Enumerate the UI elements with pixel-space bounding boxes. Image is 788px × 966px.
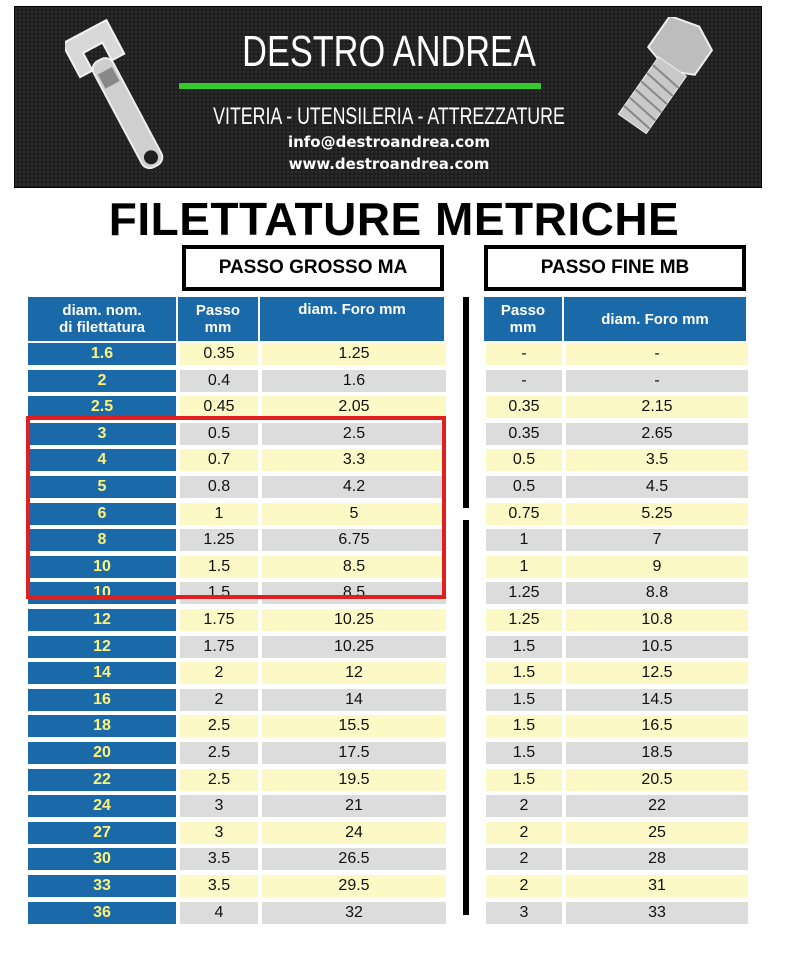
pitch-mb-cell: 1.5 [486, 689, 562, 711]
table-row [0, 767, 788, 794]
hole-ma-cell: 2.05 [262, 396, 446, 418]
pitch-mb-cell: 1.25 [486, 582, 562, 604]
hole-ma-cell: 3.3 [262, 449, 446, 471]
col-header-hole-ma: diam. Foro mm [260, 297, 446, 341]
pitch-ma-cell: 1.75 [180, 636, 258, 658]
hole-mb-cell: 16.5 [566, 715, 748, 737]
table-row [0, 660, 788, 687]
email-text: info@destroandrea.com [287, 133, 491, 151]
pitch-ma-cell: 0.7 [180, 449, 258, 471]
hole-ma-cell: 15.5 [262, 715, 446, 737]
table-row [0, 713, 788, 740]
pitch-mb-cell: 2 [486, 795, 562, 817]
hole-ma-cell: 17.5 [262, 742, 446, 764]
hole-mb-cell: 12.5 [566, 662, 748, 684]
hole-ma-cell: 8.5 [262, 556, 446, 578]
nominal-diameter-cell: 14 [28, 662, 176, 684]
hole-mb-cell: 31 [566, 875, 748, 897]
hole-ma-cell: 24 [262, 822, 446, 844]
pitch-ma-cell: 2 [180, 689, 258, 711]
col-header-pitch-mb: Passo mm [484, 297, 564, 341]
pitch-ma-cell: 4 [180, 902, 258, 924]
hole-ma-cell: 6.75 [262, 529, 446, 551]
hole-ma-cell: 29.5 [262, 875, 446, 897]
hole-ma-cell: 26.5 [262, 848, 446, 870]
pitch-mb-cell: 2 [486, 822, 562, 844]
nominal-diameter-cell: 8 [28, 529, 176, 551]
pitch-ma-cell: 2.5 [180, 769, 258, 791]
accent-line [179, 83, 541, 89]
pitch-ma-cell: 3 [180, 795, 258, 817]
hole-mb-cell: 10.8 [566, 609, 748, 631]
nominal-diameter-cell: 5 [28, 476, 176, 498]
nominal-diameter-cell: 4 [28, 449, 176, 471]
pitch-ma-cell: 1.5 [180, 556, 258, 578]
nominal-diameter-cell: 1.6 [28, 343, 176, 365]
pitch-mb-cell: 1.5 [486, 742, 562, 764]
pitch-mb-cell: 1.25 [486, 609, 562, 631]
pitch-mb-cell: 1 [486, 556, 562, 578]
table-row [0, 820, 788, 847]
pitch-ma-cell: 0.4 [180, 370, 258, 392]
hole-mb-cell: 8.8 [566, 582, 748, 604]
col-header-nominal: diam. nom. di filettatura [28, 297, 178, 341]
pitch-ma-cell: 0.8 [180, 476, 258, 498]
hole-ma-cell: 32 [262, 902, 446, 924]
pitch-mb-cell: - [486, 343, 562, 365]
nominal-diameter-cell: 12 [28, 636, 176, 658]
table-row [0, 368, 788, 395]
pitch-mb-cell: 0.5 [486, 476, 562, 498]
table-row [0, 900, 788, 927]
table-row [0, 793, 788, 820]
nominal-diameter-cell: 27 [28, 822, 176, 844]
table-row [0, 740, 788, 767]
tagline: VITERIA - UTENSILERIA - ATTREZZATURE [213, 103, 565, 130]
pitch-mb-cell: 0.5 [486, 449, 562, 471]
pitch-mb-cell: 1.5 [486, 662, 562, 684]
nominal-diameter-cell: 10 [28, 556, 176, 578]
hole-ma-cell: 10.25 [262, 636, 446, 658]
nominal-diameter-cell: 3 [28, 423, 176, 445]
hole-mb-cell: 22 [566, 795, 748, 817]
nominal-diameter-cell: 24 [28, 795, 176, 817]
nominal-diameter-cell: 30 [28, 848, 176, 870]
nominal-diameter-cell: 22 [28, 769, 176, 791]
pitch-mb-cell: 0.35 [486, 423, 562, 445]
pitch-mb-cell: 1.5 [486, 636, 562, 658]
hole-mb-cell: 4.5 [566, 476, 748, 498]
table-row [0, 846, 788, 873]
hole-mb-cell: - [566, 370, 748, 392]
pitch-mb-cell: 2 [486, 875, 562, 897]
website-text: www.destroandrea.com [288, 155, 490, 173]
hole-mb-cell: 10.5 [566, 636, 748, 658]
pitch-ma-cell: 2 [180, 662, 258, 684]
pitch-ma-cell: 2.5 [180, 742, 258, 764]
hole-ma-cell: 14 [262, 689, 446, 711]
hole-ma-cell: 10.25 [262, 609, 446, 631]
hole-mb-cell: 9 [566, 556, 748, 578]
hole-mb-cell: 20.5 [566, 769, 748, 791]
pitch-ma-cell: 1.25 [180, 529, 258, 551]
section-coarse-pitch: PASSO GROSSO MA [182, 245, 444, 291]
hole-ma-cell: 2.5 [262, 423, 446, 445]
pitch-mb-cell: 3 [486, 902, 562, 924]
pitch-mb-cell: - [486, 370, 562, 392]
table-row [0, 687, 788, 714]
hole-ma-cell: 4.2 [262, 476, 446, 498]
table-row [0, 341, 788, 368]
nominal-diameter-cell: 6 [28, 503, 176, 525]
hole-mb-cell: 7 [566, 529, 748, 551]
hole-ma-cell: 1.6 [262, 370, 446, 392]
nominal-diameter-cell: 36 [28, 902, 176, 924]
hole-mb-cell: 18.5 [566, 742, 748, 764]
hole-ma-cell: 5 [262, 503, 446, 525]
col-header-hole-mb: diam. Foro mm [564, 297, 748, 341]
pitch-mb-cell: 0.75 [486, 503, 562, 525]
nominal-diameter-cell: 16 [28, 689, 176, 711]
hole-ma-cell: 19.5 [262, 769, 446, 791]
nominal-diameter-cell: 2 [28, 370, 176, 392]
hole-mb-cell: 3.5 [566, 449, 748, 471]
table-row [0, 607, 788, 634]
pitch-ma-cell: 3.5 [180, 875, 258, 897]
hole-mb-cell: 28 [566, 848, 748, 870]
pitch-ma-cell: 0.5 [180, 423, 258, 445]
hole-mb-cell: - [566, 343, 748, 365]
nominal-diameter-cell: 10 [28, 582, 176, 604]
nominal-diameter-cell: 33 [28, 875, 176, 897]
hole-mb-cell: 2.65 [566, 423, 748, 445]
pitch-mb-cell: 1.5 [486, 715, 562, 737]
pitch-ma-cell: 3.5 [180, 848, 258, 870]
pitch-ma-cell: 1 [180, 503, 258, 525]
pitch-ma-cell: 0.45 [180, 396, 258, 418]
nominal-diameter-cell: 12 [28, 609, 176, 631]
pitch-ma-cell: 1.5 [180, 582, 258, 604]
brand-name: DESTRO ANDREA [242, 27, 536, 76]
table-row [0, 634, 788, 661]
pitch-mb-cell: 2 [486, 848, 562, 870]
pitch-mb-cell: 0.35 [486, 396, 562, 418]
pitch-ma-cell: 2.5 [180, 715, 258, 737]
nominal-diameter-cell: 2.5 [28, 396, 176, 418]
table-row [0, 873, 788, 900]
section-fine-pitch: PASSO FINE MB [484, 245, 746, 291]
page-title: FILETTATURE METRICHE [108, 193, 680, 245]
nominal-diameter-cell: 20 [28, 742, 176, 764]
pitch-mb-cell: 1.5 [486, 769, 562, 791]
nominal-diameter-cell: 18 [28, 715, 176, 737]
hole-mb-cell: 5.25 [566, 503, 748, 525]
header-banner [14, 6, 762, 188]
hole-mb-cell: 2.15 [566, 396, 748, 418]
hole-ma-cell: 1.25 [262, 343, 446, 365]
col-header-pitch-ma: Passo mm [178, 297, 260, 341]
pitch-ma-cell: 1.75 [180, 609, 258, 631]
pitch-mb-cell: 1 [486, 529, 562, 551]
pitch-ma-cell: 0.35 [180, 343, 258, 365]
hole-ma-cell: 21 [262, 795, 446, 817]
hole-ma-cell: 12 [262, 662, 446, 684]
highlight-box [26, 416, 446, 599]
hole-ma-cell: 8.5 [262, 582, 446, 604]
hole-mb-cell: 25 [566, 822, 748, 844]
hole-mb-cell: 14.5 [566, 689, 748, 711]
pitch-ma-cell: 3 [180, 822, 258, 844]
bolt-icon [605, 17, 735, 137]
hole-mb-cell: 33 [566, 902, 748, 924]
